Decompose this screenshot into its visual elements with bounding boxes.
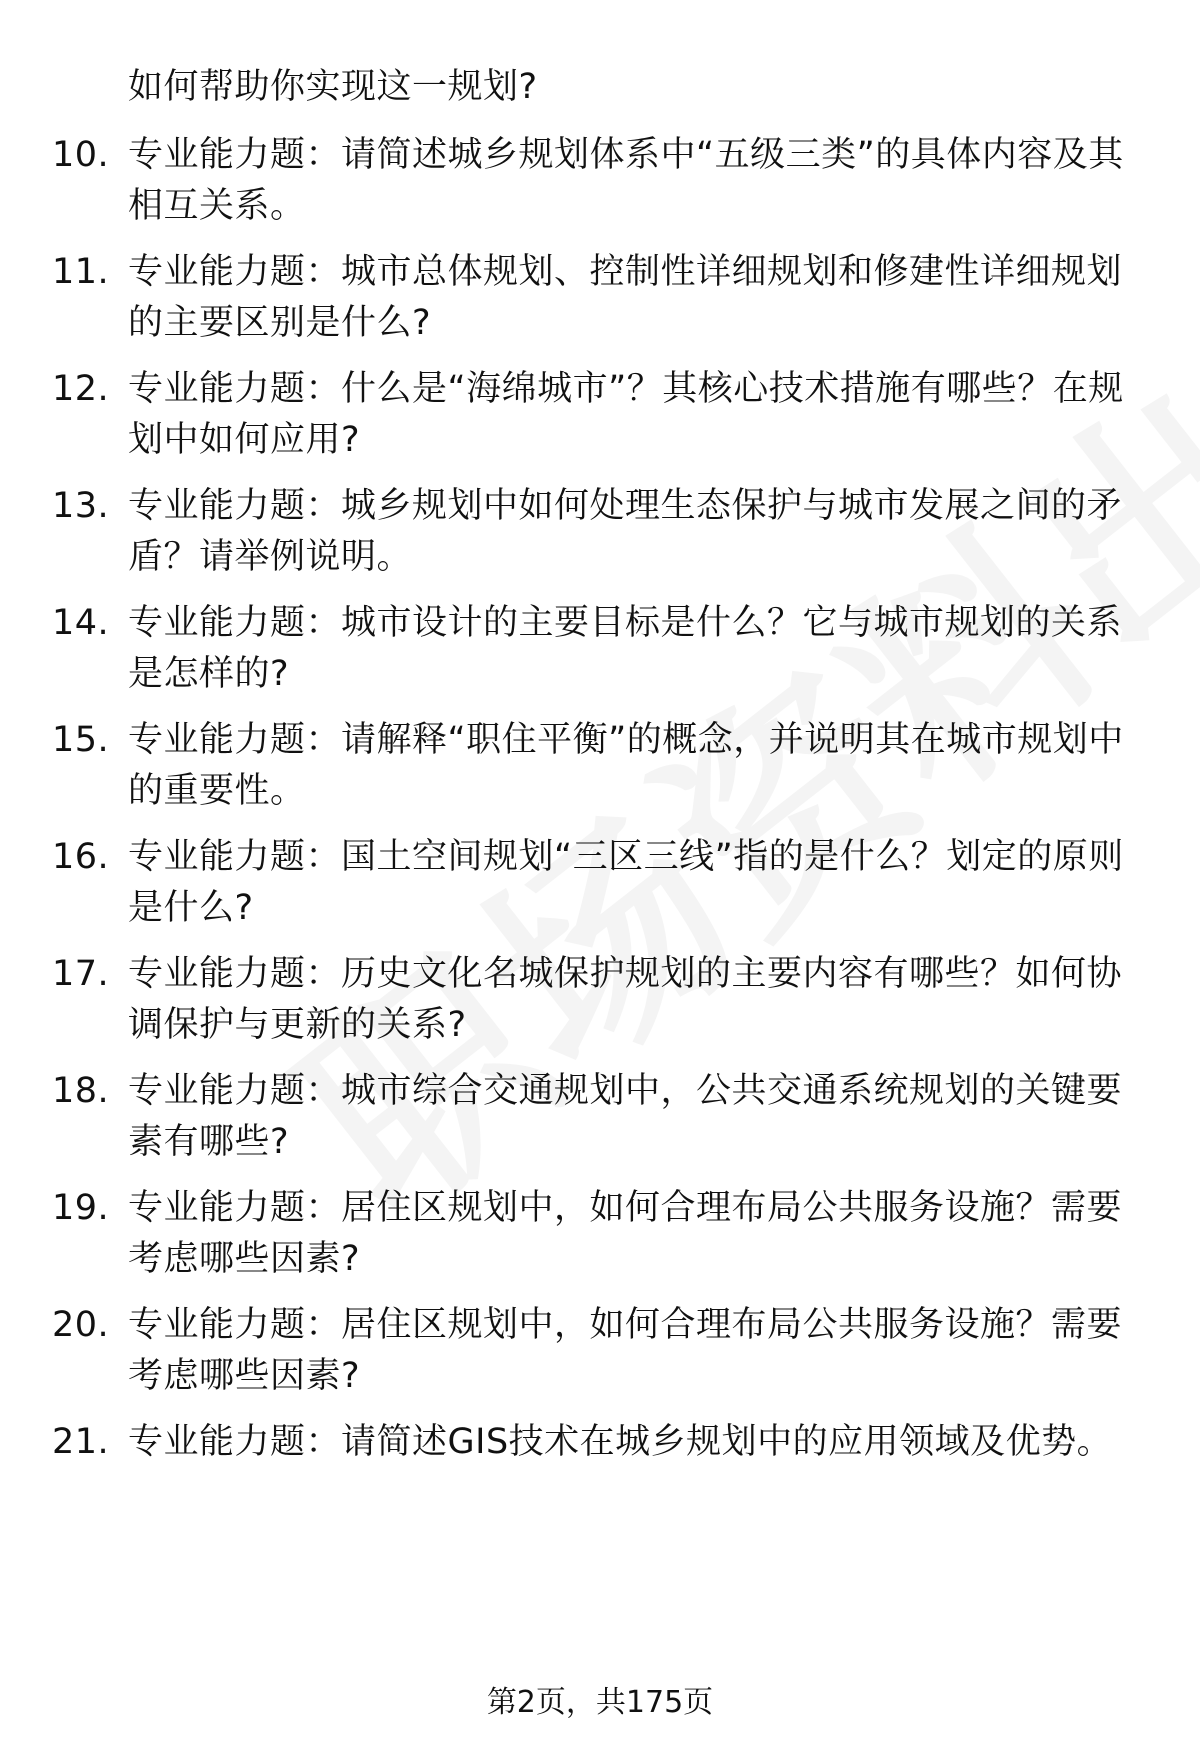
question-text: 专业能力题：请解释“职住平衡”的概念，并说明其在城市规划中的重要性。 bbox=[128, 720, 1124, 811]
continued-question-text: 如何帮助你实现这一规划? bbox=[128, 67, 538, 107]
question-text: 专业能力题：居住区规划中，如何合理布局公共服务设施？需要考虑哪些因素? bbox=[128, 1188, 1123, 1279]
question-text: 专业能力题：请简述GIS技术在城乡规划中的应用领域及优势。 bbox=[128, 1422, 1113, 1462]
question-text: 专业能力题：请简述城乡规划体系中“五级三类”的具体内容及其相互关系。 bbox=[128, 135, 1124, 226]
question-number: 15. bbox=[52, 720, 110, 760]
question-text: 专业能力题：城市设计的主要目标是什么？它与城市规划的关系是怎样的? bbox=[128, 603, 1123, 694]
question-number: 12. bbox=[52, 369, 110, 409]
page-footer: 第2页，共175页 bbox=[486, 1685, 714, 1720]
question-text: 专业能力题：国土空间规划“三区三线”指的是什么？划定的原则是什么? bbox=[128, 837, 1124, 928]
question-text: 专业能力题：什么是“海绵城市”？其核心技术措施有哪些？在规划中如何应用? bbox=[128, 369, 1124, 460]
question-text: 专业能力题：城市综合交通规划中，公共交通系统规划的关键要素有哪些? bbox=[128, 1071, 1123, 1162]
question-number: 14. bbox=[52, 603, 110, 643]
question-text: 专业能力题：城市总体规划、控制性详细规划和修建性详细规划的主要区别是什么? bbox=[128, 252, 1123, 343]
question-number: 16. bbox=[52, 837, 110, 877]
question-number: 13. bbox=[52, 486, 110, 526]
question-number: 18. bbox=[52, 1071, 110, 1111]
question-number: 17. bbox=[52, 954, 110, 994]
question-text: 专业能力题：历史文化名城保护规划的主要内容有哪些？如何协调保护与更新的关系? bbox=[128, 954, 1123, 1045]
question-number: 10. bbox=[52, 135, 110, 175]
question-number: 11. bbox=[52, 252, 110, 292]
question-number: 19. bbox=[52, 1188, 110, 1228]
question-text: 专业能力题：居住区规划中，如何合理布局公共服务设施？需要考虑哪些因素? bbox=[128, 1305, 1123, 1396]
question-text: 专业能力题：城乡规划中如何处理生态保护与城市发展之间的矛盾？请举例说明。 bbox=[128, 486, 1123, 577]
question-number: 21. bbox=[52, 1422, 110, 1462]
question-number: 20. bbox=[52, 1305, 110, 1345]
